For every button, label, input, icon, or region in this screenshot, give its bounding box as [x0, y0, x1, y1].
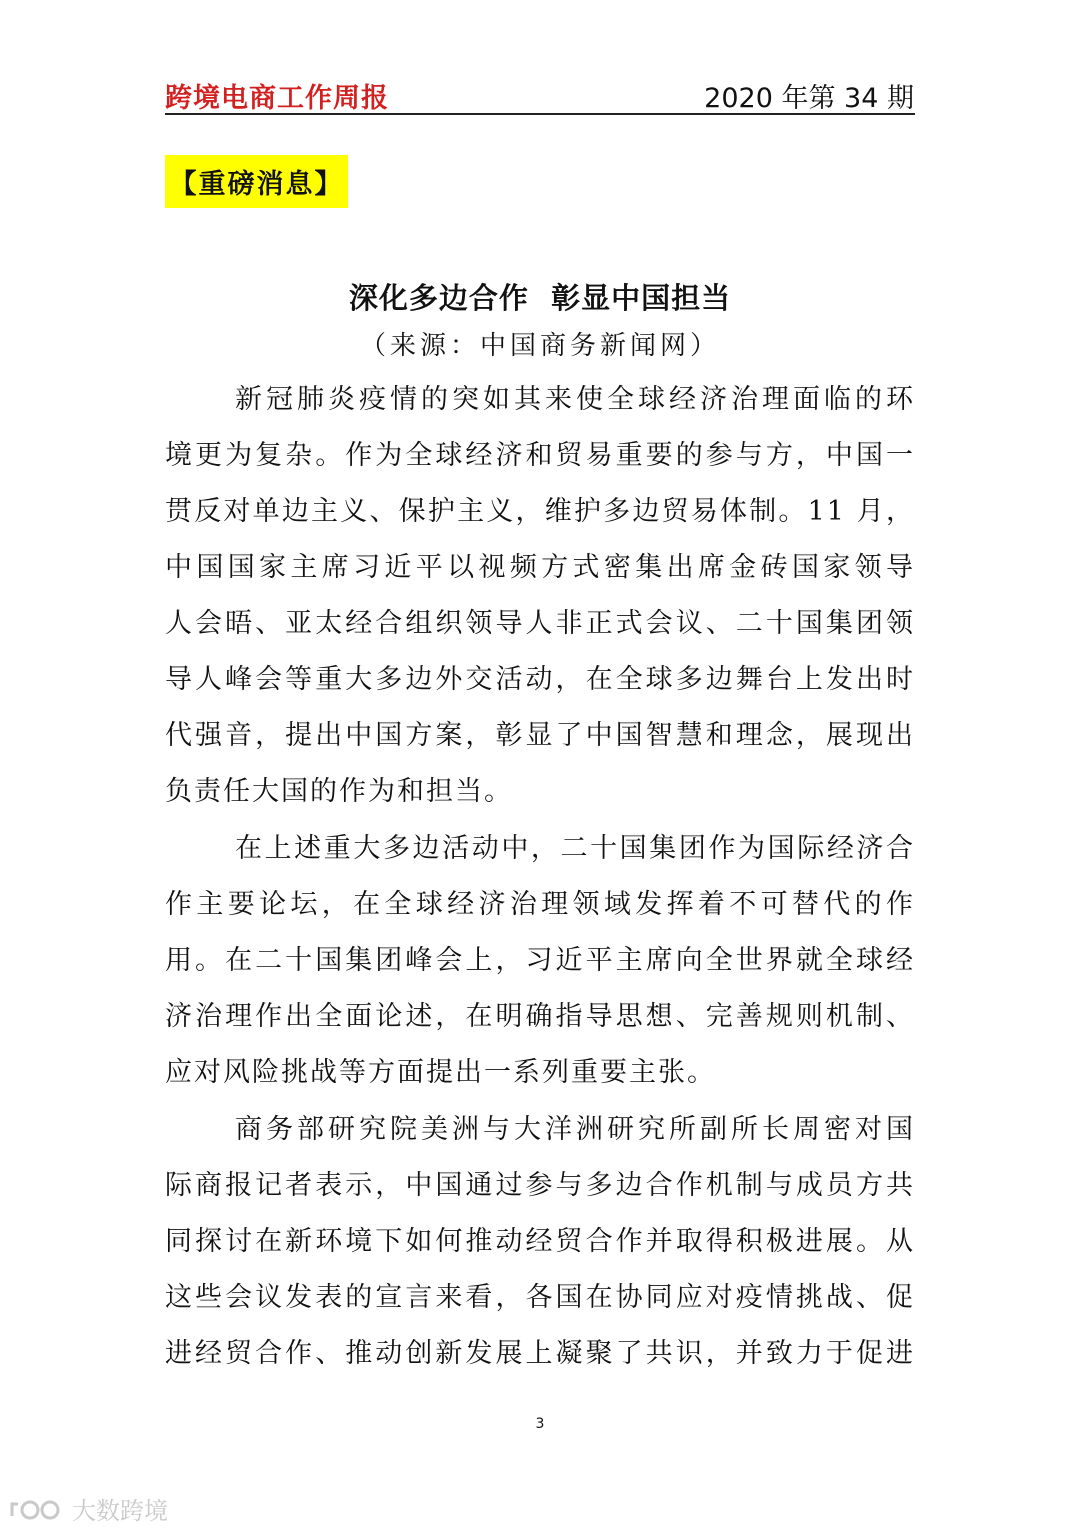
text-line: 新冠肺炎疫情的突如其来使全球经济治理面临的环	[235, 384, 915, 415]
text-line: 贯反对单边主义、保护主义，维护多边贸易体制。11 月，	[165, 496, 915, 527]
text-line: 际商报记者表示，中国通过参与多边合作机制与成员方共	[165, 1170, 915, 1201]
text-line: 人会晤、亚太经合组织领导人非正式会议、二十国集团领	[165, 608, 915, 639]
article-title: 深化多边合作 彰显中国担当	[348, 281, 732, 315]
text-line: 中国国家主席习近平以视频方式密集出席金砖国家领导	[165, 552, 915, 583]
text-line: 应对风险挑战等方面提出一系列重要主张。	[165, 1057, 716, 1088]
text-line: 作主要论坛，在全球经济治理领域发挥着不可替代的作	[165, 889, 915, 920]
issue-number: 2020 年第 34 期	[704, 83, 914, 114]
watermark-text: 大数跨境	[72, 1497, 168, 1525]
watermark	[8, 1491, 168, 1526]
text-line: 境更为复杂。作为全球经济和贸易重要的参与方，中国一	[165, 440, 915, 471]
section-banner: 【重磅消息】	[165, 155, 348, 208]
text-line: 商务部研究院美洲与大洋洲研究所副所长周密对国	[235, 1114, 915, 1145]
header-divider	[165, 113, 915, 115]
text-line: 同探讨在新环境下如何推动经贸合作并取得积极进展。从	[165, 1226, 915, 1257]
page-number: 3	[535, 1416, 545, 1432]
text-line: 进经贸合作、推动创新发展上凝聚了共识，并致力于促进	[165, 1338, 915, 1369]
text-line: 代强音，提出中国方案，彰显了中国智慧和理念，展现出	[165, 720, 915, 751]
text-line: 这些会议发表的宣言来看，各国在协同应对疫情挑战、促	[165, 1282, 915, 1313]
text-line: 在上述重大多边活动中，二十国集团作为国际经济合	[235, 833, 915, 864]
article-source: （来源：中国商务新闻网）	[359, 331, 720, 361]
text-line: 导人峰会等重大多边外交活动，在全球多边舞台上发出时	[165, 664, 915, 695]
text-line: 用。在二十国集团峰会上，习近平主席向全世界就全球经	[165, 945, 915, 976]
text-line: 济治理作出全面论述，在明确指导思想、完善规则机制、	[165, 1001, 915, 1032]
watermark-logo-icon	[8, 1494, 66, 1524]
text-line: 负责任大国的作为和担当。	[165, 776, 513, 807]
report-title: 跨境电商工作周报	[165, 83, 389, 114]
